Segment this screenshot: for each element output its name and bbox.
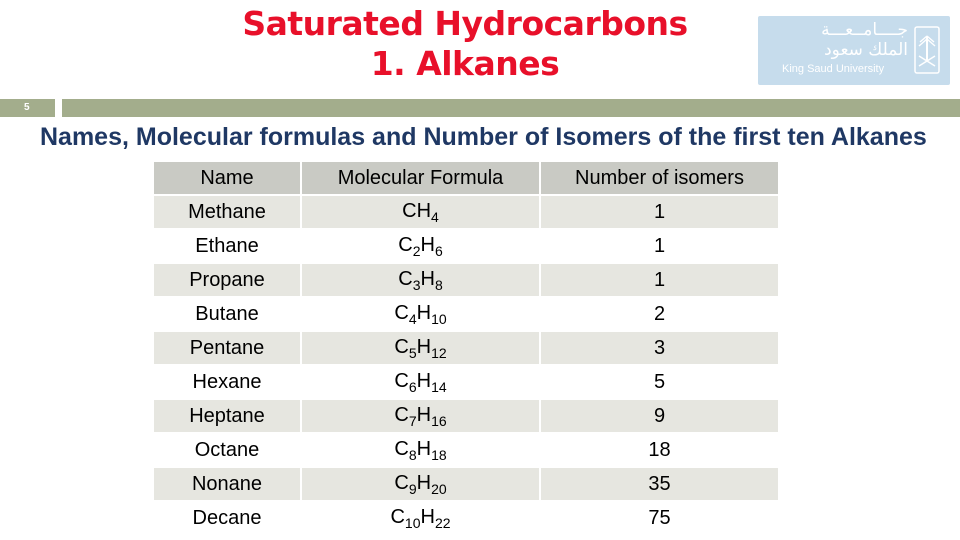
formula-hydrogen-count: 4 [431,208,439,225]
formula-carbon-count: 6 [408,378,417,395]
alkane-name: Pentane [154,331,301,365]
table-row [154,433,779,467]
formula-hydrogen-count: 22 [434,514,451,531]
molecular-formula [301,229,540,263]
formula-hydrogen: H [420,233,435,256]
slide-number: 5 [24,102,30,113]
alkane-name: Butane [154,297,301,331]
table-row [154,195,779,229]
formula-carbon-count: 9 [408,480,417,497]
formula-carbon: C [394,369,409,392]
isomer-count: 3 [540,331,779,365]
isomer-count: 35 [540,467,779,501]
formula-hydrogen-count: 8 [434,276,443,293]
molecular-formula [301,263,540,297]
isomer-count: 75 [540,501,779,535]
logo-arabic-line-1: جــــامــعـــة [821,20,908,40]
formula-hydrogen-count: 6 [434,242,443,259]
formula-carbon-count: 10 [404,514,421,531]
accent-bar [62,99,960,117]
formula-carbon-count: 8 [408,446,417,463]
title-line-1: Saturated Hydrocarbons [242,4,688,43]
formula-hydrogen: H [416,335,432,358]
alkane-name: Octane [154,433,301,467]
header-isomers: Number of isomers [540,162,779,195]
isomer-count: 1 [540,263,779,297]
table-row [154,297,779,331]
logo-arabic-line-2: الملك سعود [824,40,908,60]
table-row [154,501,779,535]
formula-hydrogen: H [420,267,435,290]
alkane-name: Hexane [154,365,301,399]
molecular-formula [301,467,540,501]
formula-carbon: C [394,437,409,460]
isomer-count: 9 [540,399,779,433]
isomer-count: 2 [540,297,779,331]
formula-hydrogen: H [416,403,432,426]
formula-carbon: C [394,335,409,358]
alkane-name: Methane [154,195,301,229]
formula-carbon-count: 2 [412,242,421,259]
formula-hydrogen-count: 12 [431,344,447,361]
molecular-formula [301,297,540,331]
alkane-name: Decane [154,501,301,535]
formula-carbon: C [398,233,413,256]
alkanes-table [154,162,780,536]
formula-hydrogen-count: 14 [431,378,447,395]
header-formula: Molecular Formula [301,162,540,195]
isomer-count: 5 [540,365,779,399]
table-row [154,331,779,365]
formula-hydrogen-count: 18 [431,446,447,463]
table-row [154,467,779,501]
formula-hydrogen-count: 20 [431,480,447,497]
formula-hydrogen: H [416,369,432,392]
molecular-formula [301,501,540,535]
molecular-formula [301,433,540,467]
table-row [154,263,779,297]
logo-english-text: King Saud University [782,63,885,75]
formula-hydrogen: H [416,301,432,324]
isomer-count: 1 [540,229,779,263]
formula-carbon-count: 5 [408,344,417,361]
formula-carbon-count: 4 [408,310,417,327]
alkane-name: Heptane [154,399,301,433]
formula-hydrogen: H [420,505,435,528]
molecular-formula [301,365,540,399]
slide-number-bar [0,99,55,117]
formula-carbon: C [394,403,409,426]
formula-carbon: C [394,301,409,324]
table-header-row [154,162,779,195]
formula-carbon-count: 3 [412,276,421,293]
formula-hydrogen-count: 10 [431,310,447,327]
alkane-name: Ethane [154,229,301,263]
formula-carbon: C [402,199,417,222]
alkane-name: Propane [154,263,301,297]
table-row [154,365,779,399]
header-name: Name [154,162,301,195]
formula-carbon: C [390,505,405,528]
table-row [154,229,779,263]
palm-swords-emblem-icon [914,26,940,74]
molecular-formula [301,399,540,433]
formula-hydrogen: H [416,437,432,460]
title-line-2: 1. Alkanes [370,44,560,83]
formula-hydrogen-count: 16 [431,412,447,429]
formula-hydrogen: H [416,199,432,222]
isomer-count: 18 [540,433,779,467]
alkane-name: Nonane [154,467,301,501]
slide-title [200,4,730,84]
formula-hydrogen: H [416,471,432,494]
table-row [154,399,779,433]
molecular-formula [301,195,540,229]
slide-heading: Names, Molecular formulas and Number of Isomers of the first ten Alkanes [40,123,927,151]
formula-carbon-count: 7 [408,412,417,429]
formula-carbon: C [398,267,413,290]
formula-carbon: C [394,471,409,494]
molecular-formula [301,331,540,365]
isomer-count: 1 [540,195,779,229]
university-logo [758,16,950,85]
